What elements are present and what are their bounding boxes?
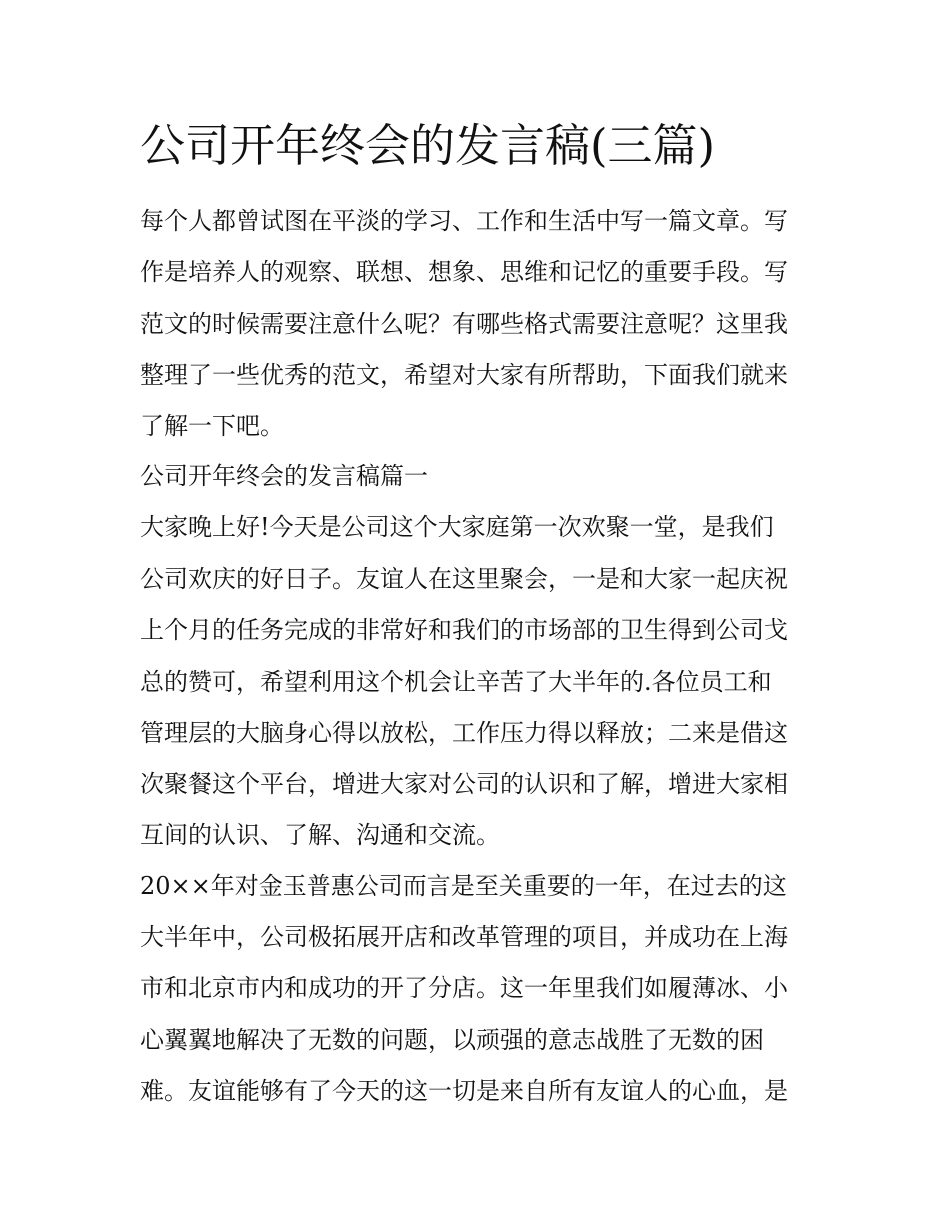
body-line-10: 市和北京市内和成功的开了分店。这一年里我们如履薄冰、小 [140, 974, 788, 1002]
intro-line-4: 整理了一些优秀的范文，希望对大家有所帮助，下面我们就来 [140, 361, 788, 389]
body-line-9: 大半年中，公司极拓展开店和改革管理的项目，并成功在上海 [140, 923, 788, 951]
body-line-3: 上个月的任务完成的非常好和我们的市场部的卫生得到公司戈 [140, 616, 788, 644]
body-line-7: 互间的认识、了解、沟通和交流。 [140, 821, 500, 849]
intro-line-2: 作是培养人的观察、联想、想象、思维和记忆的重要手段。写 [140, 258, 788, 286]
document-title: 公司开年终会的发言稿(三篇) [140, 119, 716, 172]
section-heading: 公司开年终会的发言稿篇一 [140, 462, 428, 490]
body-line-2: 公司欢庆的好日子。友谊人在这里聚会，一是和大家一起庆祝 [140, 565, 788, 593]
body-line-4: 总的赞可，希望利用这个机会让辛苦了大半年的.各位员工和 [140, 668, 772, 696]
body-line-11: 心翼翼地解决了无数的问题，以顽强的意志战胜了无数的困 [140, 1026, 764, 1054]
body-line-1: 大家晚上好!今天是公司这个大家庭第一次欢聚一堂，是我们 [140, 513, 774, 541]
body-line-12: 难。友谊能够有了今天的这一切是来自所有友谊人的心血，是 [140, 1077, 788, 1105]
body-line-8: 20××年对金玉普惠公司而言是至关重要的一年，在过去的这 [140, 872, 787, 900]
intro-line-3: 范文的时候需要注意什么呢？有哪些格式需要注意呢？这里我 [140, 310, 788, 338]
body-line-6: 次聚餐这个平台，增进大家对公司的认识和了解，增进大家相 [140, 770, 788, 798]
body-line-5: 管理层的大脑身心得以放松，工作压力得以释放；二来是借这 [140, 719, 788, 747]
intro-line-1: 每个人都曾试图在平淡的学习、工作和生活中写一篇文章。写 [140, 207, 788, 235]
intro-line-5: 了解一下吧。 [140, 412, 284, 440]
